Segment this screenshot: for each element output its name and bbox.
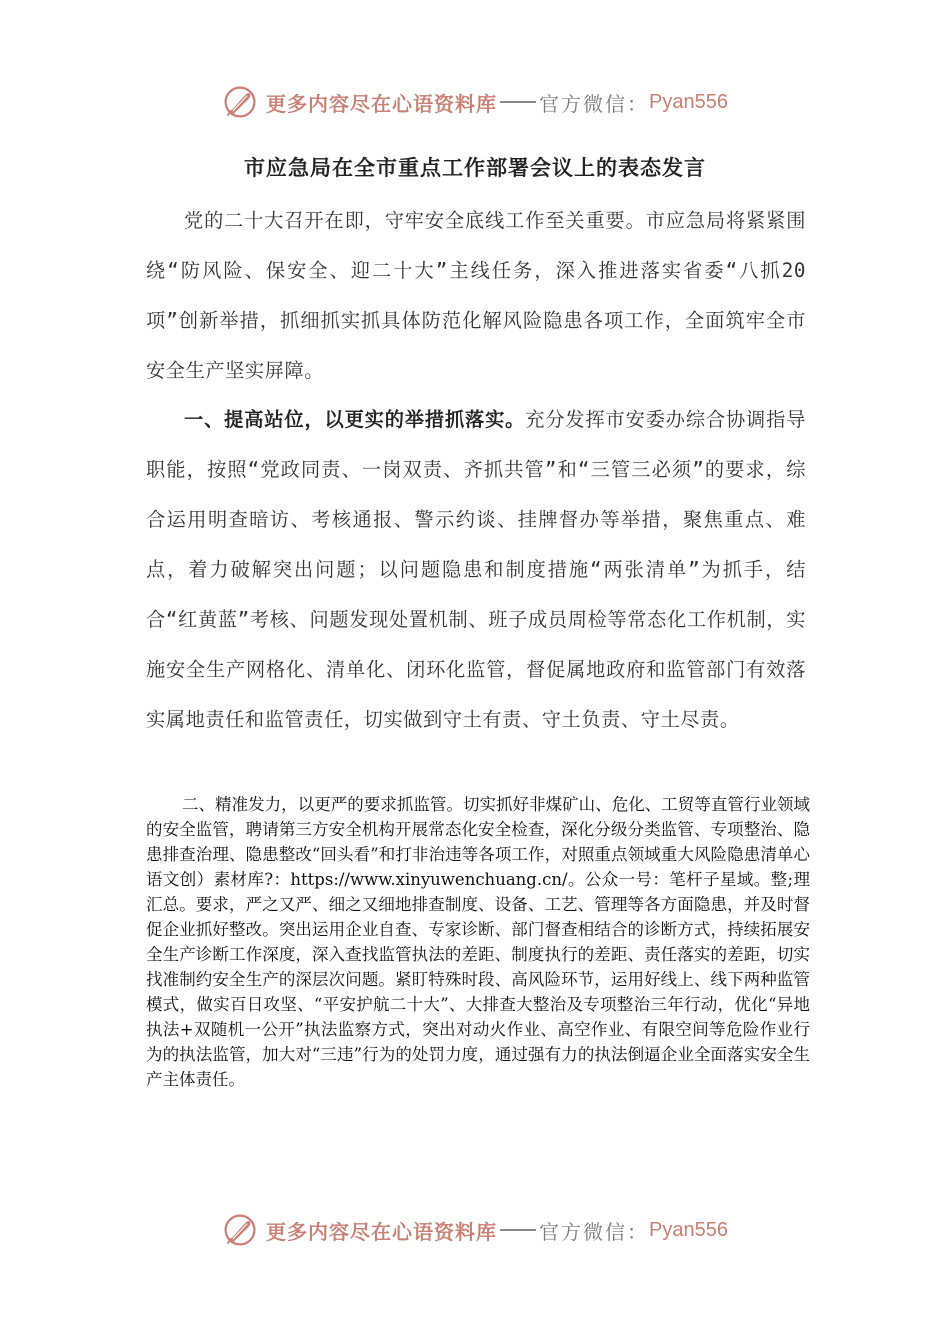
watermark-wechat-handle: Pyan556 bbox=[649, 90, 728, 113]
watermark-wechat-handle: Pyan556 bbox=[649, 1218, 728, 1241]
section-one-heading: 一、提高站位，以更实的举措抓落实。 bbox=[184, 408, 526, 431]
watermark-brand-text: 更多内容尽在心语资料库 bbox=[266, 1219, 498, 1244]
section-two-paragraph: 二、精准发力，以更严的要求抓监管。切实抓好非煤矿山、危化、工贸等直管行业领域的安全监管，聘请第三方安全机构开展常态化安全检查，深化分级分类监管、专项整治、隐患排查治理、隐患整改“回头看”和打非治违等各项工作，对照重点领域重大风险隐患清单心语文创）素材库?：https://www.xinyuwenchuang.cn/。公众一号：笔杆子星域。整;理汇总。要求，严之又严、细之又细地排查制度、设备、工艺、管理等各方面隐患，并及时督促企业抓好整改。突出运用企业自查、专家诊断、部门督查相结合的诊断方式，持续拓展安全生产诊断工作深度，深入查找监管执法的差距、制度执行的差距、责任落实的差距，切实找准制约安全生产的深层次问题。紧盯特殊时段、高风险环节，运用好线上、线下两种监管模式，做实百日攻坚、“平安护航二十大”、大排查大整治及专项整治三年行动，优化“异地执法+双随机一公开”执法监察方式，突出对动火作业、高空作业、有限空间等危险作业行为的执法监管，加大对“三违”行为的处罚力度，通过强有力的执法倒逼企业全面落实安全生产主体责任。 bbox=[146, 795, 810, 1089]
quill-logo-icon bbox=[222, 1212, 258, 1248]
intro-paragraph: 党的二十大召开在即，守牢安全底线工作至关重要。市应急局将紧紧围绕“防风险、保安全、迎二十大”主线任务，深入推进落实省委“八抓20项”创新举措，抓细抓实抓具体防范化解风险隐患各项工作，全面筑牢全市安全生产坚实屏障。 bbox=[146, 209, 806, 382]
section-one-paragraph bbox=[146, 395, 806, 745]
watermark-dash bbox=[500, 1229, 536, 1231]
footer-watermark-banner bbox=[0, 1208, 950, 1252]
document-title: 市应急局在全市重点工作部署会议上的表态发言 bbox=[244, 156, 706, 180]
watermark-official-label: 官方微信： bbox=[539, 91, 650, 116]
header-watermark-banner bbox=[0, 80, 950, 124]
watermark-official-label: 官方微信： bbox=[539, 1219, 650, 1244]
section-one-body: 充分发挥市安委办综合协调指导职能，按照“党政同责、一岗双责、齐抓共管”和“三管三必须”的要求，综合运用明查暗访、考核通报、警示约谈、挂牌督办等举措，聚焦重点、难点，着力破解突出问题；以问题隐患和制度措施“两张清单”为抓手，结合“红黄蓝”考核、问题发现处置机制、班子成员周检等常态化工作机制，实施安全生产网格化、清单化、闭环化监管，督促属地政府和监管部门有效落实属地责任和监管责任，切实做到守土有责、守土负责、守土尽责。 bbox=[146, 408, 806, 731]
watermark-brand-text: 更多内容尽在心语资料库 bbox=[266, 91, 498, 116]
quill-logo-icon bbox=[222, 84, 258, 120]
watermark-dash bbox=[500, 101, 536, 103]
